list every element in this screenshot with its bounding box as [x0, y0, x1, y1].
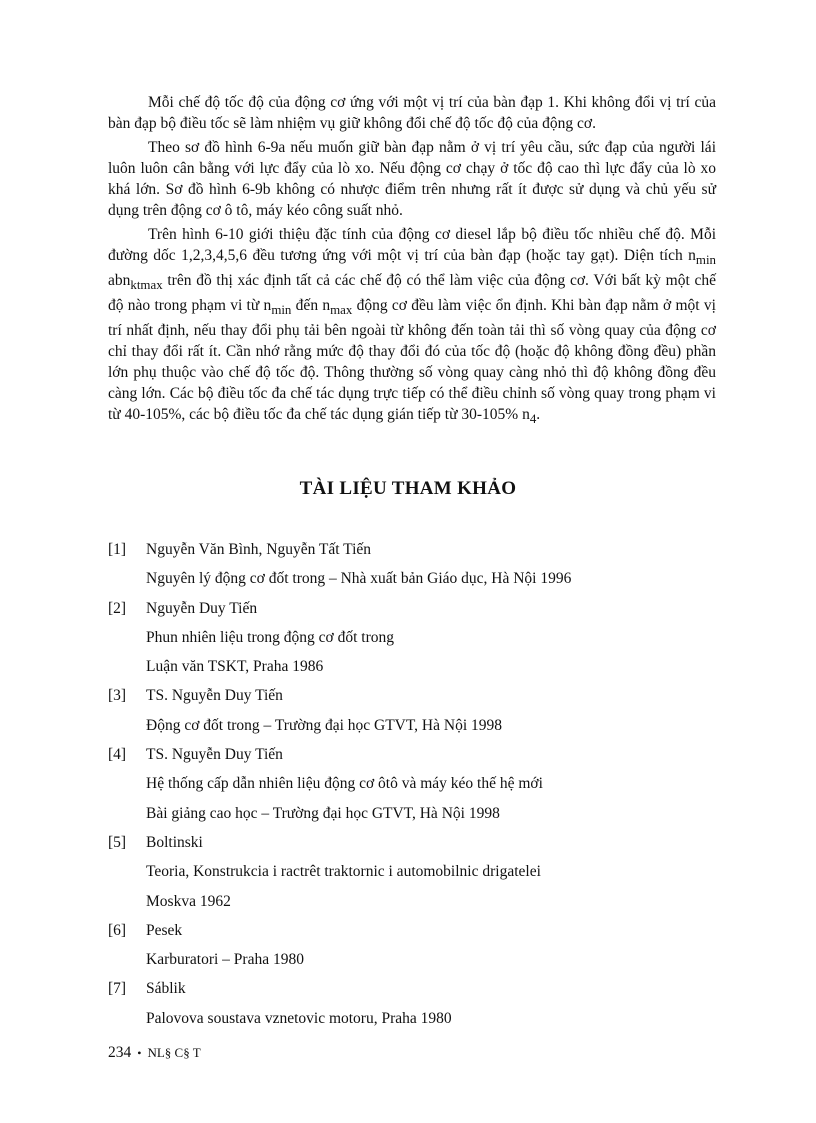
- reference-author: Nguyễn Duy Tiến: [146, 599, 258, 617]
- reference-item: [108, 979, 728, 1038]
- paragraph-2: Theo sơ đồ hình 6-9a nếu muốn giữ bàn đạp nằm ở vị trí yêu cầu, sức đạp của người lái luôn luôn cân bằng với lực đẩy của lò xo. Nếu động cơ chạy ở tốc độ cao thì lực đẩy của lò xo khá lớn. Sơ đồ hình 6-9b không có nhược điểm trên nhưng rất ít được sử dụng và chủ yếu sử dụng trên động cơ ô tô, máy kéo công suất nhỏ.: [108, 139, 716, 219]
- page-footer: [108, 1044, 201, 1062]
- reference-item: [108, 921, 728, 980]
- reference-number: [7]: [108, 980, 127, 998]
- reference-detail: Palovova soustava vznetovic motoru, Praha 1980: [146, 1009, 452, 1027]
- subscript-min: min: [695, 252, 716, 268]
- reference-detail: Bài giảng cao học – Trường đại học GTVT, Hà Nội 1998: [146, 804, 500, 822]
- reference-detail: Teoria, Konstrukcia i ractrêt traktornic i automobilnic drigatelei: [146, 863, 541, 881]
- reference-number: [5]: [108, 833, 127, 851]
- reference-item: [108, 599, 728, 687]
- reference-detail: Karburatori – Praha 1980: [146, 951, 304, 969]
- reference-number: [4]: [108, 746, 127, 764]
- subscript-max: max: [330, 302, 353, 318]
- reference-author: TS. Nguyễn Duy Tiến: [146, 687, 283, 705]
- reference-list: [108, 540, 728, 1038]
- reference-number: [1]: [108, 541, 127, 558]
- reference-number: [6]: [108, 921, 127, 939]
- reference-author: Nguyễn Văn Bình, Nguyễn Tất Tiến: [146, 541, 372, 558]
- reference-detail: Luận văn TSKT, Praha 1986: [146, 658, 324, 676]
- reference-author: Boltinski: [146, 833, 203, 851]
- reference-number: [3]: [108, 687, 127, 705]
- paragraph-3-text: .: [536, 406, 541, 424]
- paragraph-1: Mỗi chế độ tốc độ của động cơ ứng với một vị trí của bàn đạp 1. Khi không đổi vị trí của bàn đạp bộ điều tốc sẽ làm nhiệm vụ giữ không đổi chế độ tốc độ của động cơ.: [108, 94, 716, 132]
- page-number: 234: [108, 1044, 132, 1061]
- reference-detail: Phun nhiên liệu trong động cơ đốt trong: [146, 628, 394, 646]
- reference-detail: Động cơ đốt trong – Trường đại học GTVT, Hà Nội 1998: [146, 716, 503, 734]
- reference-item: [108, 833, 728, 921]
- reference-author: Sáblik: [146, 980, 186, 998]
- paragraph-3-text: động cơ đều làm việc ổn định. Khi bàn đạp nằm ở một vị trí nhất định, nếu thay đổi phụ tải bên ngoài từ không đến toàn tải thì số vòng quay của động cơ chỉ thay đổi rất ít. Cần nhớ rằng mức độ thay đổi đó của tốc độ (hoặc độ không đồng đều) phần lớn phụ thuộc vào chế độ tốc độ. Thông thường số vòng quay càng nhỏ thì độ không đồng đều càng lớn. Các bộ điều tốc đa chế tác dụng trực tiếp có thể điều chỉnh số vòng quay trong phạm vi từ 40-105%, các bộ điều tốc đa chế tác dụng gián tiếp từ 30-105% n: [108, 297, 716, 424]
- subscript-ktmax: ktmax: [130, 277, 163, 293]
- reference-item: [108, 745, 728, 833]
- body-text: [108, 92, 716, 432]
- reference-item: [108, 686, 728, 745]
- reference-detail: Hệ thống cấp dẫn nhiên liệu động cơ ôtô và máy kéo thế hệ mới: [146, 775, 543, 793]
- reference-item: [108, 540, 728, 599]
- reference-author: TS. Nguyễn Duy Tiến: [146, 746, 283, 764]
- footer-separator: •: [137, 1046, 142, 1060]
- reference-detail: Moskva 1962: [146, 892, 231, 910]
- reference-detail: Nguyên lý động cơ đốt trong – Nhà xuất bản Giáo dục, Hà Nội 1996: [146, 570, 572, 588]
- subscript-min: min: [271, 302, 292, 318]
- paragraph-3-text: abn: [108, 272, 131, 290]
- subscript-4: 4: [529, 411, 537, 427]
- reference-number: [2]: [108, 599, 127, 617]
- references-heading: TÀI LIỆU THAM KHẢO: [299, 478, 517, 499]
- paragraph-3-text: trên đồ thị xác định tất cả các chế độ có thể làm việc của động cơ. Với bất kỳ một chế độ nào trong phạm vi từ n: [108, 272, 716, 315]
- paragraph-3-text: Trên hình 6-10 giới thiệu đặc tính của động cơ diesel lắp bộ điều tốc nhiều chế độ. Mỗi đường dốc 1,2,3,4,5,6 đều tương ứng với một vị trí của bàn đạp (hoặc tay gạt). Diện tích n: [108, 226, 716, 264]
- paragraph-3-text: đến n: [291, 297, 331, 315]
- reference-author: Pesek: [146, 921, 183, 939]
- footer-code: NL§ C§ T: [147, 1045, 201, 1060]
- paragraph-3: [108, 224, 716, 429]
